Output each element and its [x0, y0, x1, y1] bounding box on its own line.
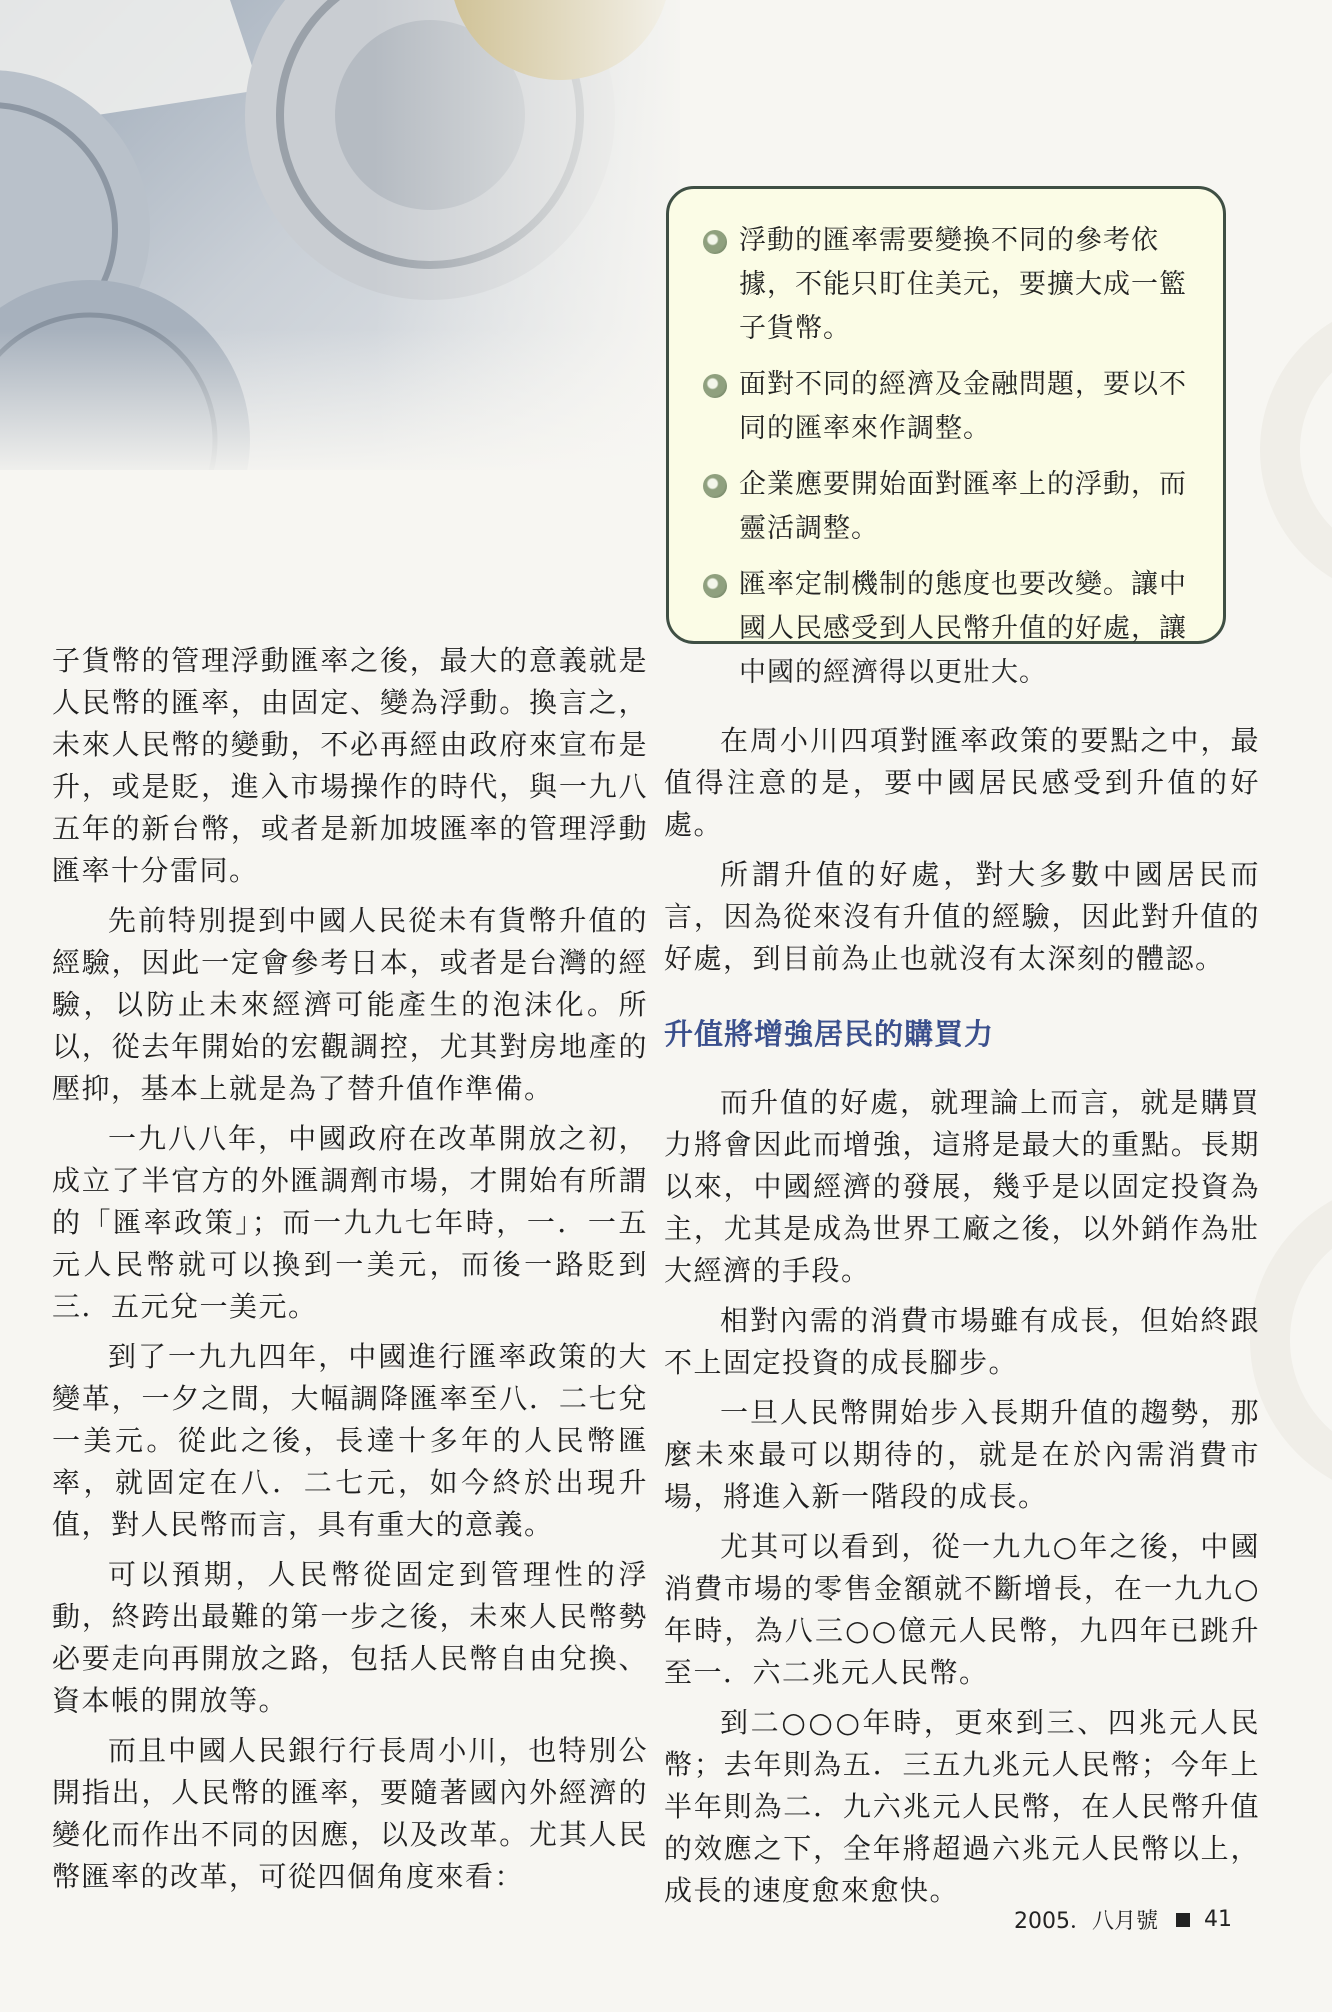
right-column [664, 720, 1260, 1920]
bullet-icon [703, 474, 727, 498]
paragraph: 在周小川四項對匯率政策的要點之中，最值得注意的是，要中國居民感受到升值的好處。 [664, 724, 1260, 841]
key-point-text: 匯率定制機制的態度也要改變。讓中國人民感受到人民幣升值的好處，讓中國的經濟得以更壯大。 [739, 569, 1187, 688]
page-footer [1014, 1904, 1232, 1935]
paragraph: 而升值的好處，就理論上而言，就是購買力將會因此而增強，這將是最大的重點。長期以來，中國經濟的發展，幾乎是以固定投資為主，尤其是成為世界工廠之後，以外銷作為壯大經濟的手段。 [664, 1086, 1260, 1287]
key-point-text: 浮動的匯率需要變換不同的參考依據，不能只盯住美元，要擴大成一籃子貨幣。 [739, 225, 1187, 344]
paragraph: 子貨幣的管理浮動匯率之後，最大的意義就是人民幣的匯率，由固定、變為浮動。換言之，未來人民幣的變動，不必再經由政府來宣布是升，或是貶，進入市場操作的時代，與一九八五年的新台幣，或者是新加坡匯率的管理浮動匯率十分雷同。 [52, 644, 648, 887]
key-point [703, 563, 1191, 695]
header-photo-coins [0, 0, 680, 470]
section-heading: 升值將增強居民的購買力 [664, 1017, 995, 1051]
paragraph: 而且中國人民銀行行長周小川，也特別公開指出，人民幣的匯率，要隨著國內外經濟的變化而作出不同的因應，以及改革。尤其人民幣匯率的改革，可從四個角度來看： [52, 1734, 648, 1893]
key-point [703, 219, 1191, 351]
paragraph: 可以預期，人民幣從固定到管理性的浮動，終跨出最難的第一步之後，未來人民幣勢必要走向再開放之路，包括人民幣自由兌換、資本帳的開放等。 [52, 1558, 648, 1717]
key-point [703, 363, 1191, 451]
paragraph: 尤其可以看到，從一九九○年之後，中國消費市場的零售金額就不斷增長，在一九九○年時，為八三○○億元人民幣，九四年已跳升至一．六二兆元人民幣。 [664, 1530, 1260, 1689]
paragraph: 一九八八年，中國政府在改革開放之初，成立了半官方的外匯調劑市場，才開始有所謂的「匯率政策」；而一九九七年時，一．一五元人民幣就可以換到一美元，而後一路貶到三．五元兌一美元。 [52, 1122, 648, 1323]
paragraph: 所謂升值的好處，對大多數中國居民而言，因為從來沒有升值的經驗，因此對升值的好處，到目前為止也就沒有太深刻的體認。 [664, 858, 1260, 975]
left-column [52, 640, 648, 1906]
key-point-text: 企業應要開始面對匯率上的浮動，而靈活調整。 [739, 469, 1187, 544]
key-points-box [666, 186, 1226, 688]
paragraph: 一旦人民幣開始步入長期升值的趨勢，那麼未來最可以期待的，就是在於內需消費市場，將進入新一階段的成長。 [664, 1396, 1260, 1513]
decorative-ring [1250, 1180, 1332, 1500]
key-point-text: 面對不同的經濟及金融問題，要以不同的匯率來作調整。 [739, 369, 1187, 444]
key-point [703, 463, 1191, 551]
paragraph: 相對內需的消費市場雖有成長，但始終跟不上固定投資的成長腳步。 [664, 1304, 1260, 1379]
bullet-icon [703, 574, 727, 598]
paragraph: 到了一九九四年，中國進行匯率政策的大變革，一夕之間，大幅調降匯率至八．二七兌一美元。從此之後，長達十多年的人民幣匯率，就固定在八．二七元，如今終於出現升值，對人民幣而言，具有重大的意義。 [52, 1340, 648, 1541]
paragraph: 到二○○○年時，更來到三、四兆元人民幣；去年則為五．三五九兆元人民幣；今年上半年則為二．九六兆元人民幣，在人民幣升值的效應之下，全年將超過六兆元人民幣以上，成長的速度愈來愈快。 [664, 1706, 1260, 1907]
square-icon [1176, 1913, 1190, 1927]
bullet-icon [703, 230, 727, 254]
page-number: 41 [1204, 1907, 1232, 1932]
paragraph: 先前特別提到中國人民從未有貨幣升值的經驗，因此一定會參考日本，或者是台灣的經驗，以防止未來經濟可能產生的泡沫化。所以，從去年開始的宏觀調控，尤其對房地產的壓抑，基本上就是為了替升值作準備。 [52, 904, 648, 1105]
decorative-ring [1260, 300, 1332, 600]
bullet-icon [703, 374, 727, 398]
issue-label: 2005．八月號 [1014, 1909, 1158, 1934]
